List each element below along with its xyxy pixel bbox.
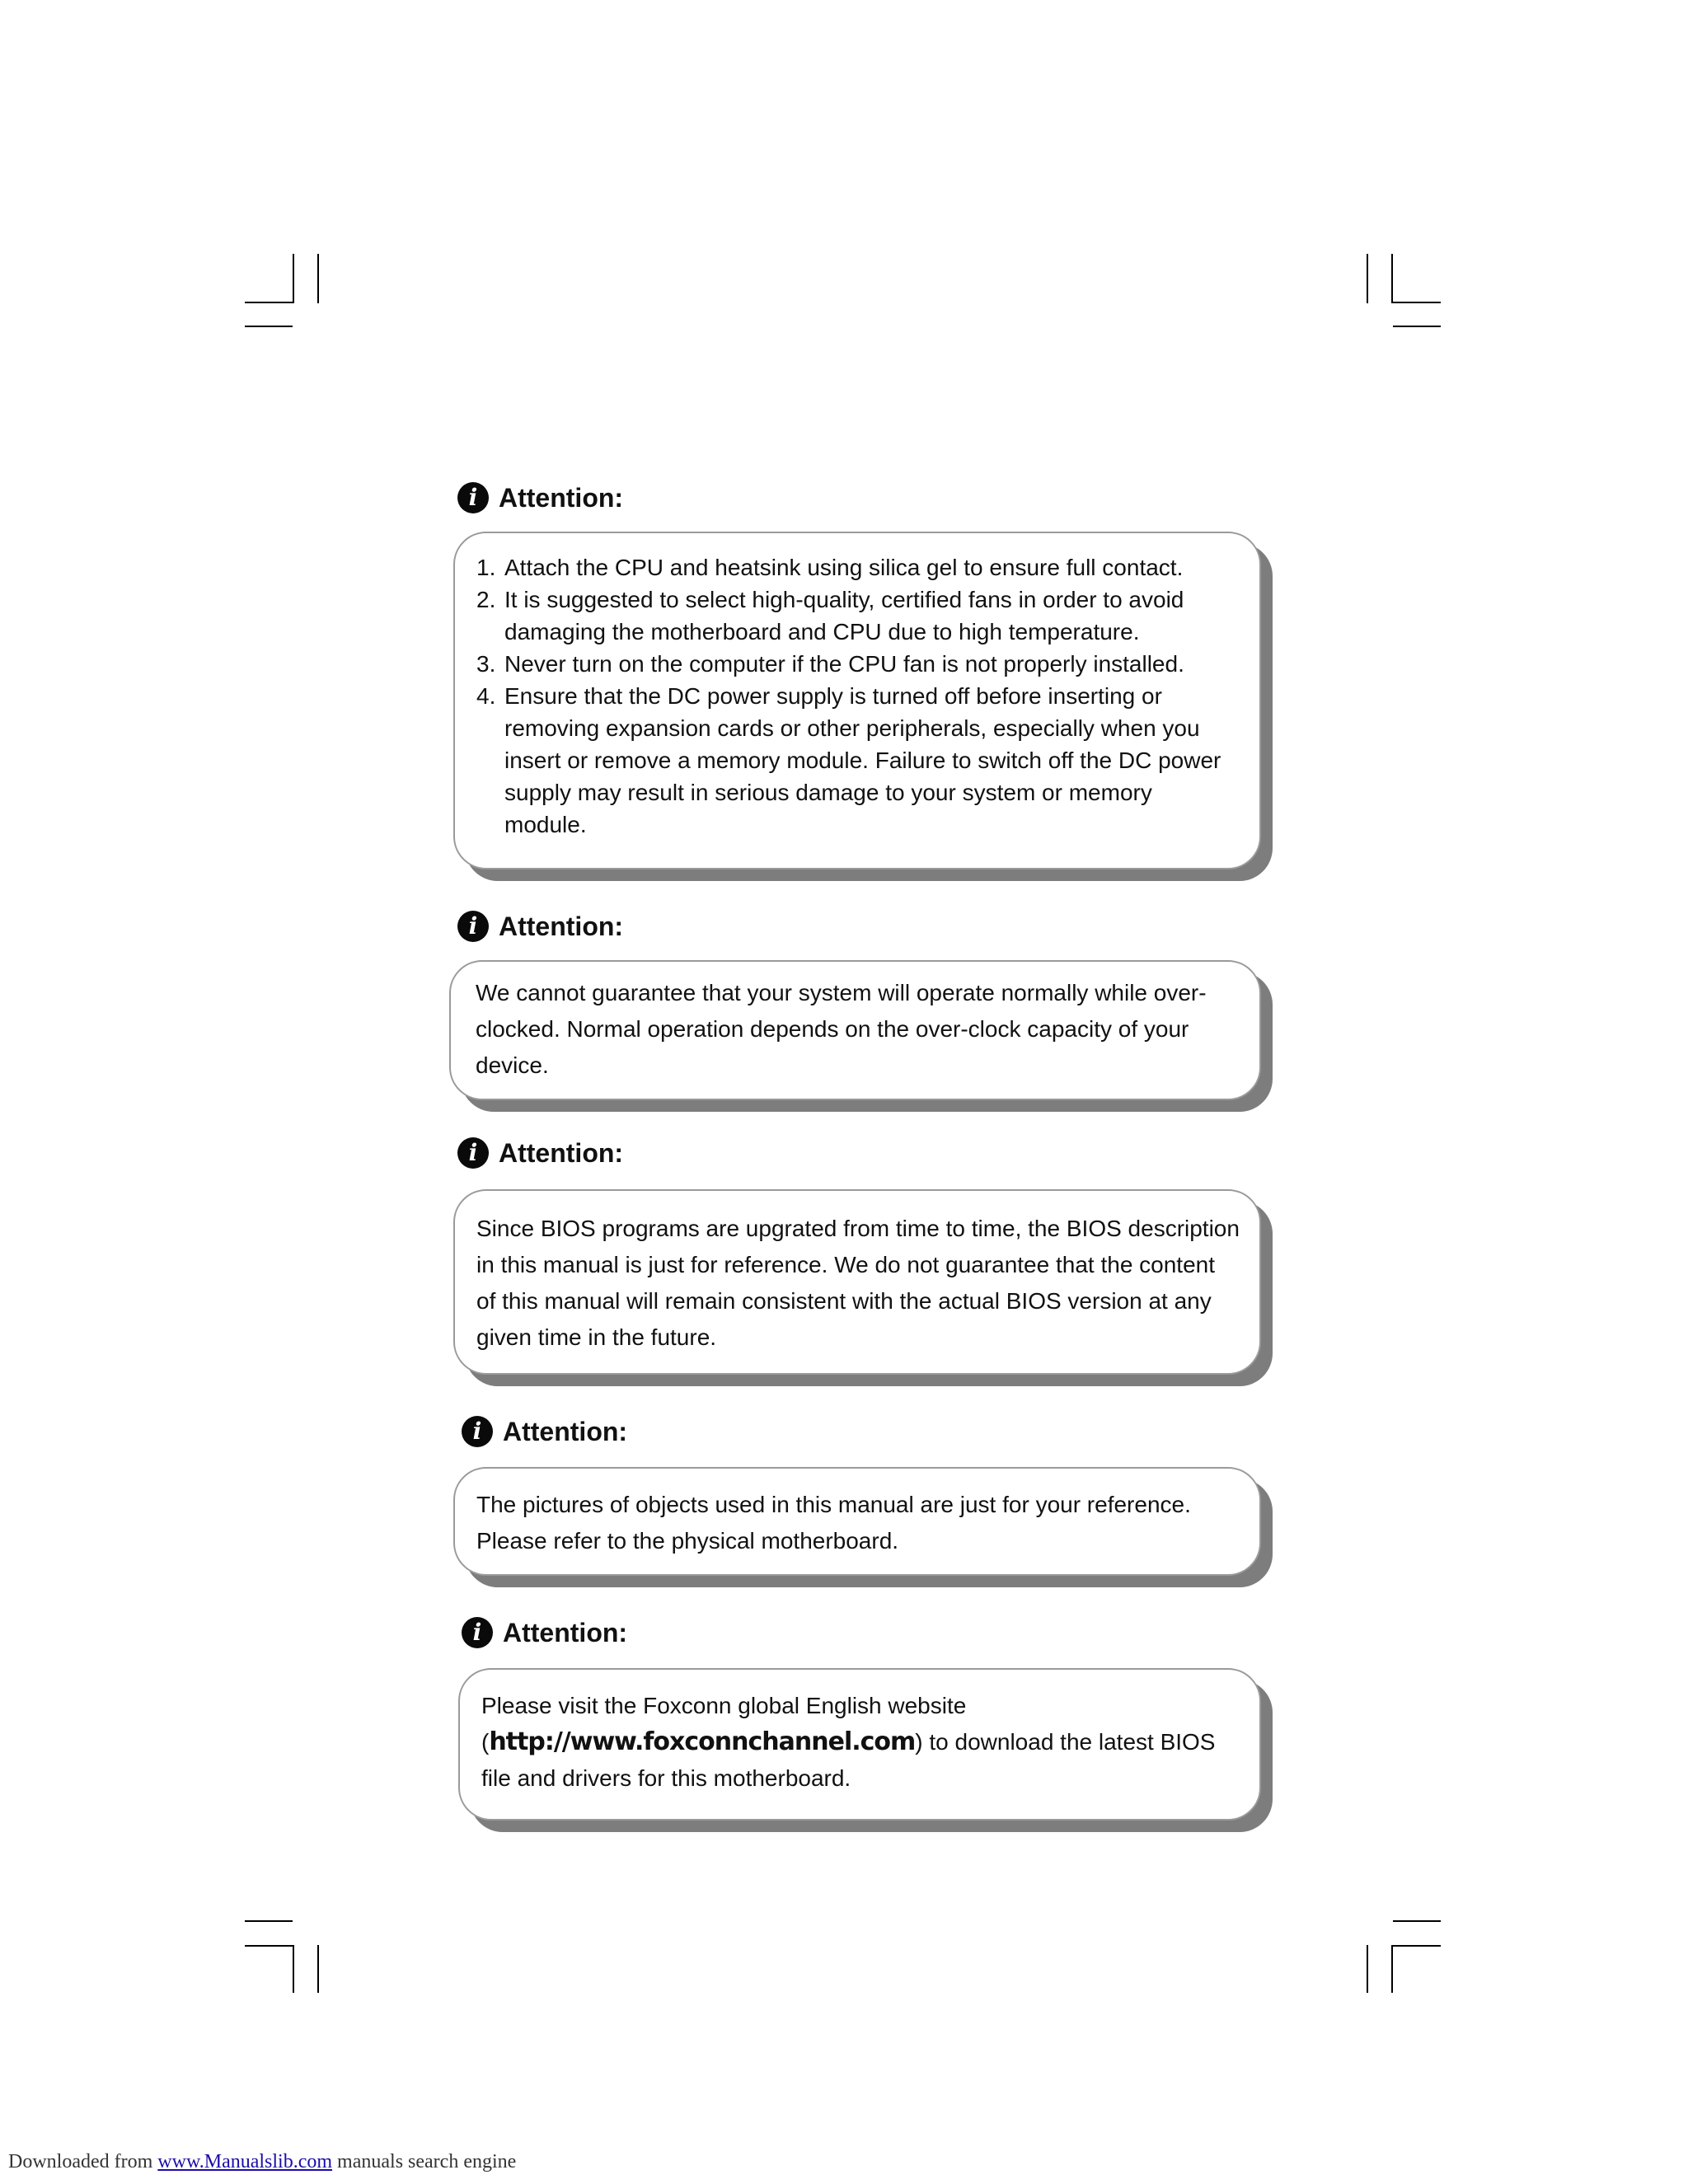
crop-mark <box>317 1945 319 1993</box>
attention-heading <box>462 1416 627 1447</box>
download-footer: Downloaded from www.Manualslib.com manuals search engine <box>8 2151 517 2172</box>
attention-box <box>458 1668 1261 1821</box>
attention-box <box>453 1467 1261 1576</box>
crop-mark <box>1391 302 1441 303</box>
crop-mark <box>317 254 319 303</box>
attention-box <box>453 532 1261 869</box>
crop-mark <box>1391 254 1393 303</box>
crop-mark <box>245 302 294 303</box>
attention-heading <box>457 911 623 942</box>
crop-mark <box>1393 326 1441 327</box>
attention-text: Please visit the Foxconn global English website (http://www.foxconnchannel.com) to download the latest BIOS file and drivers for this motherboard. <box>481 1693 1216 1791</box>
attention-box <box>453 1189 1261 1375</box>
crop-mark <box>1367 254 1368 303</box>
attention-heading <box>462 1617 627 1648</box>
attention-heading <box>457 1137 623 1169</box>
crop-mark <box>1393 1920 1441 1922</box>
attention-label: Attention: <box>503 1416 628 1446</box>
attention-label: Attention: <box>499 911 624 941</box>
crop-mark <box>1391 1945 1441 1947</box>
website-url: http://www.foxconnchannel.com <box>489 1727 916 1756</box>
attention-label: Attention: <box>503 1617 628 1647</box>
attention-text: Since BIOS programs are upgrated from time to time, the BIOS description in this manual is just for reference. We do not guarantee that the content of this manual will remain consistent with the actual BIOS version at any given time in the future. <box>476 1216 1240 1350</box>
attention-list <box>476 551 1240 841</box>
attention-label: Attention: <box>499 1137 624 1168</box>
info-icon: i <box>462 1416 493 1447</box>
list-item: 3. Never turn on the computer if the CPU fan is not properly installed. <box>476 651 1184 677</box>
attention-box <box>449 960 1261 1100</box>
list-item: 2. It is suggested to select high-quality, certified fans in order to avoid damaging the motherboard and CPU due to high temperature. <box>476 587 1184 644</box>
info-icon: i <box>462 1617 493 1648</box>
list-item: 4. Ensure that the DC power supply is turned off before inserting or removing expansion cards or other peripherals, especially when you insert or remove a memory module. Failure to switch off the DC power supply may result in serious damage to your system or memory module. <box>476 683 1221 837</box>
info-icon: i <box>457 911 489 942</box>
attention-text: We cannot guarantee that your system will operate normally while over-clocked. Normal operation depends on the over-clock capacity of your device. <box>476 980 1207 1078</box>
attention-text: The pictures of objects used in this manual are just for your reference. Please refer to the physical motherboard. <box>476 1492 1191 1554</box>
crop-mark <box>1367 1945 1368 1993</box>
manualslib-link[interactable]: www.Manualslib.com <box>157 2151 333 2172</box>
crop-mark <box>245 1920 293 1922</box>
list-item: 1. Attach the CPU and heatsink using silica gel to ensure full contact. <box>476 555 1184 580</box>
info-icon: i <box>457 482 489 513</box>
crop-mark <box>1391 1945 1393 1993</box>
crop-mark <box>245 326 293 327</box>
crop-mark <box>293 1945 294 1993</box>
crop-mark <box>245 1945 294 1947</box>
crop-mark <box>293 254 294 303</box>
info-icon: i <box>457 1137 489 1169</box>
attention-label: Attention: <box>499 482 624 513</box>
attention-heading <box>457 482 623 513</box>
